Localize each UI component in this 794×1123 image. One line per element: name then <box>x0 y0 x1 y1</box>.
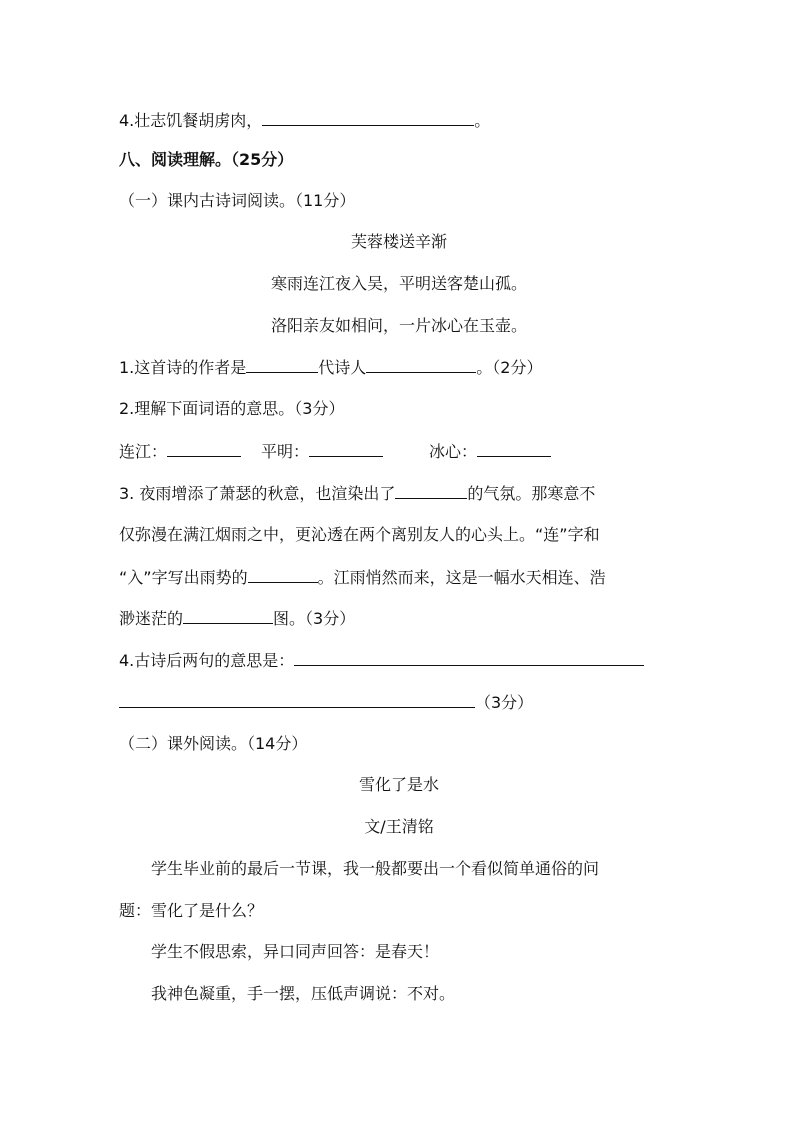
answer-blank[interactable] <box>294 648 644 666</box>
question-text: 代诗人 <box>318 358 367 377</box>
question-score: 图。（3分） <box>273 609 356 628</box>
answer-blank[interactable] <box>183 606 273 624</box>
article-title: 雪化了是水 <box>358 775 439 794</box>
question-3-line <box>119 565 679 589</box>
question-3-line <box>119 481 679 505</box>
poem-title: 芙蓉楼送辛渐 <box>350 232 447 251</box>
answer-blank[interactable] <box>246 355 318 373</box>
item-end: 。 <box>474 111 491 130</box>
poem-line: 洛阳亲友如相问，一片冰心在玉壶。 <box>270 316 527 335</box>
part1-heading: （一）课内古诗词阅读。（11分） <box>119 191 356 210</box>
section-heading: 八、阅读理解。（25分） <box>119 150 294 169</box>
answer-blank[interactable] <box>395 481 467 499</box>
question-text: 3. 夜雨增添了萧瑟的秋意，也渲染出了 <box>119 484 396 503</box>
question-text: 1.这首诗的作者是 <box>119 358 247 377</box>
article-paragraph: 题：雪化了是什么？ <box>119 901 264 920</box>
article-paragraph: 学生毕业前的最后一节课，我一般都要出一个看似简单通俗的问 <box>151 859 600 878</box>
answer-blank[interactable] <box>119 690 475 708</box>
article-paragraph: 学生不假思索，异口同声回答：是春天！ <box>151 942 440 961</box>
question-score: 。（2分） <box>476 358 543 377</box>
question-3-line <box>119 606 679 630</box>
term-label: 连江： <box>119 442 168 461</box>
answer-blank[interactable] <box>309 439 383 457</box>
question-4-line <box>119 690 679 714</box>
article-paragraph: 我神色凝重，手一摆，压低声调说：不对。 <box>151 984 456 1003</box>
answer-blank[interactable] <box>248 565 318 583</box>
answer-blank[interactable] <box>477 439 551 457</box>
question-2-prompt: 2.理解下面词语的意思。（3分） <box>119 399 345 418</box>
term-label: 冰心： <box>429 442 478 461</box>
question-1 <box>119 355 679 379</box>
question-text: 。江雨悄然而来，这是一幅水天相连、浩 <box>317 568 606 587</box>
answer-blank[interactable] <box>262 108 474 126</box>
question-text: 4.古诗后两句的意思是： <box>119 651 295 670</box>
question-text: 渺迷茫的 <box>119 609 184 628</box>
fill-in-item-4 <box>119 108 679 132</box>
question-score: （3分） <box>475 693 534 712</box>
question-text: “入”字写出雨势的 <box>119 568 248 587</box>
question-4-line <box>119 648 679 672</box>
article-author: 文/王清铭 <box>364 817 434 836</box>
question-3-line: 仅弥漫在满江烟雨之中，更沁透在两个离别友人的心头上。“连”字和 <box>119 525 600 544</box>
question-2-terms <box>119 439 679 463</box>
answer-blank[interactable] <box>167 439 241 457</box>
question-text: 的气氛。那寒意不 <box>467 484 596 503</box>
answer-blank[interactable] <box>366 355 476 373</box>
part2-heading: （二）课外阅读。（14分） <box>119 734 308 753</box>
poem-line: 寒雨连江夜入吴，平明送客楚山孤。 <box>270 274 527 293</box>
term-label: 平明： <box>261 442 310 461</box>
item-text: 4.壮志饥餐胡虏肉， <box>119 111 263 130</box>
